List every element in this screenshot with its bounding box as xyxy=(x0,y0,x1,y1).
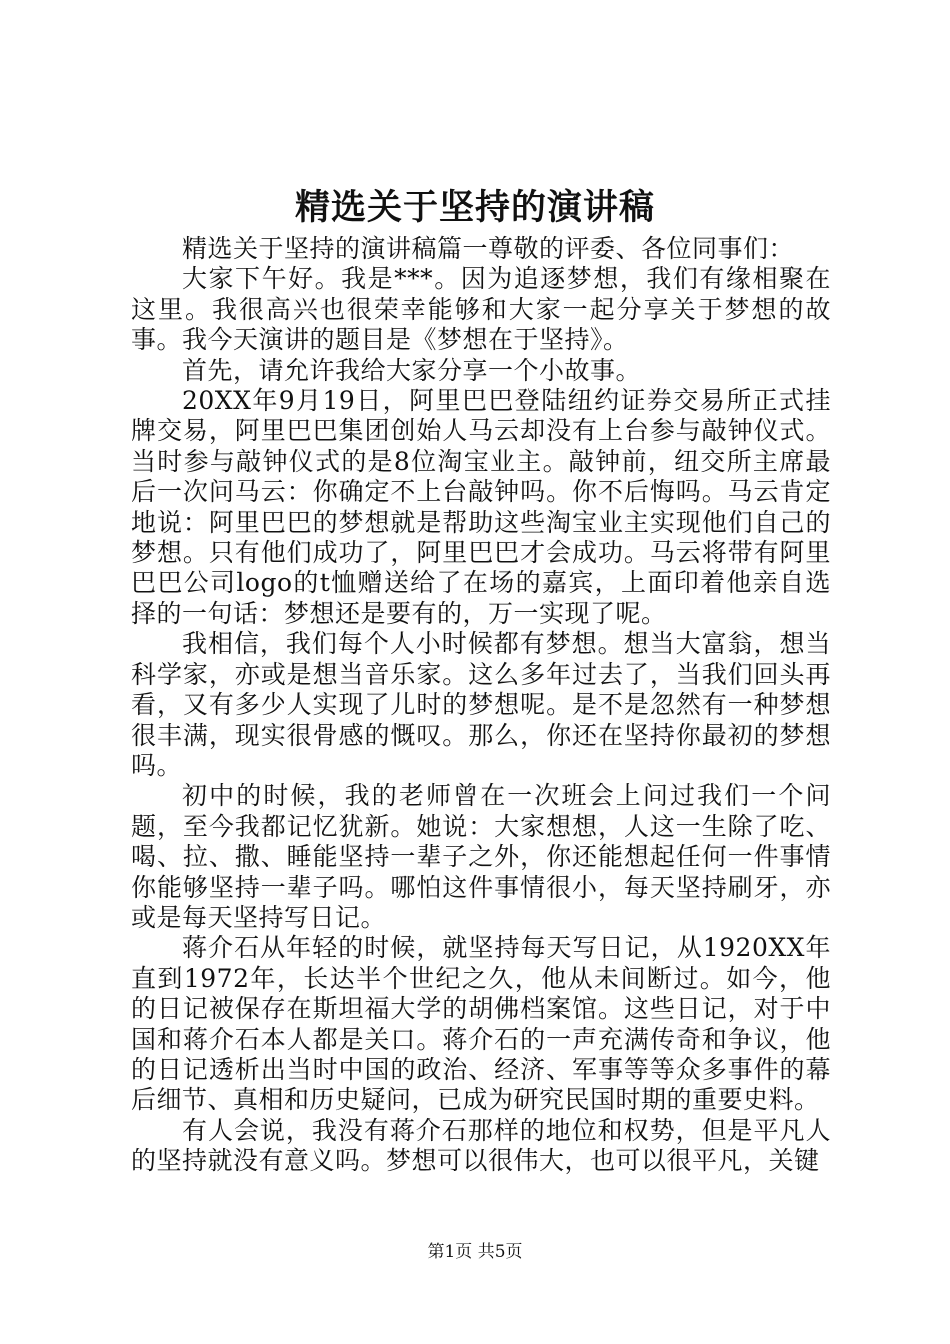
paragraph-7: 蒋介石从年轻的时候，就坚持每天写日记，从1920XX年直到1972年，长达半个世纪之久，他从未间断过。如今，他的日记被保存在斯坦福大学的胡佛档案馆。这些日记，对于中国和蒋介石本人都是关口。蒋介石的一声充满传奇和争议，他的日记透析出当时中国的政治、经济、军事等等众多事件的幕后细节、真相和历史疑问，已成为研究民国时期的重要史料。 xyxy=(131,933,831,1115)
paragraph-3: 首先，请允许我给大家分享一个小故事。 xyxy=(182,355,642,385)
document-title: 精选关于坚持的演讲稿 xyxy=(294,187,655,228)
paragraph-4: 20XX年9月19日，阿里巴巴登陆纽约证券交易所正式挂牌交易，阿里巴巴集团创始人马云却没有上台参与敲钟仪式。当时参与敲钟仪式的是8位淘宝业主。敲钟前，纽交所主席最后一次问马云：你确定不上台敲钟吗。你不后悔吗。马云肯定地说：阿里巴巴的梦想就是帮助这些淘宝业主实现他们自己的梦想。只有他们成功了，阿里巴巴才会成功。马云将带有阿里巴巴公司logo的t恤赠送给了在场的嘉宾，上面印着他亲自选择的一句话：梦想还是要有的，万一实现了呢。 xyxy=(131,386,831,628)
paragraph-2: 大家下午好。我是***。因为追逐梦想，我们有缘相聚在这里。我很高兴也很荣幸能够和大家一起分享关于梦想的故事。我今天演讲的题目是《梦想在于坚持》。 xyxy=(131,264,831,355)
paragraph-6: 初中的时候，我的老师曾在一次班会上问过我们一个问题，至今我都记忆犹新。她说：大家想想，人这一生除了吃、喝、拉、撒、睡能坚持一辈子之外，你还能想起任何一件事情你能够坚持一辈子吗。哪怕这件事情很小，每天坚持刷牙，亦或是每天坚持写日记。 xyxy=(131,781,831,932)
paragraph-8: 有人会说，我没有蒋介石那样的地位和权势，但是平凡人的坚持就没有意义吗。梦想可以很伟大，也可以很平凡，关键 xyxy=(131,1115,831,1176)
document-body xyxy=(131,234,831,1177)
paragraph-1: 精选关于坚持的演讲稿篇一尊敬的评委、各位同事们： xyxy=(182,234,795,263)
page-footer: 第1页 共5页 xyxy=(427,1242,523,1262)
paragraph-5: 我相信，我们每个人小时候都有梦想。想当大富翁，想当科学家，亦或是想当音乐家。这么多年过去了，当我们回头再看，又有多少人实现了儿时的梦想呢。是不是忽然有一种梦想很丰满，现实很骨感的慨叹。那么，你还在坚持你最初的梦想吗。 xyxy=(131,629,831,780)
